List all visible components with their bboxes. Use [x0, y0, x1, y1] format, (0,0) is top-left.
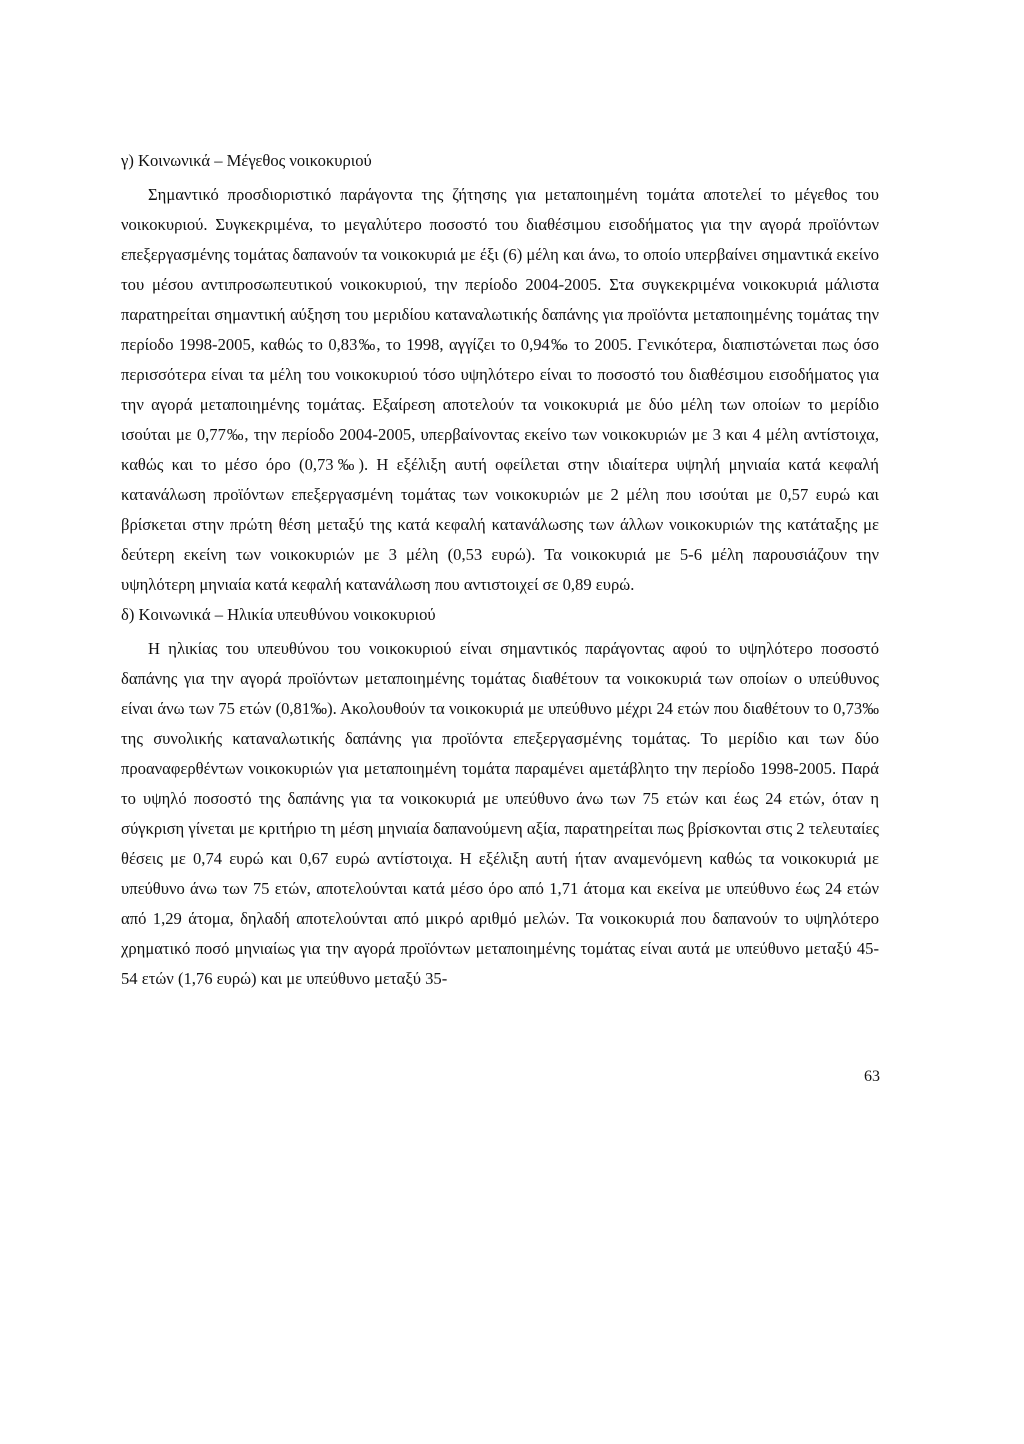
page-number: 63 [864, 1068, 880, 1085]
section-d-heading: δ) Κοινωνικά – Ηλικία υπευθύνου νοικοκυριού [121, 605, 436, 624]
section-d-paragraph: Η ηλικίας του υπευθύνου του νοικοκυριού είναι σημαντικός παράγοντας αφού το υψηλότερο ποσοστό δαπάνης για την αγορά προϊόντων μεταποιημένης τομάτας διαθέτουν τα νοικοκυριά των οποίων ο υπεύθυνος είναι άνω των 75 ετών (0,81‰). Ακολουθούν τα νοικοκυριά με υπεύθυνο μέχρι 24 ετών που διαθέτουν το 0,73‰ της συνολικής καταναλωτικής δαπάνης για προϊόντα επεξεργασμένης τομάτας. Το μερίδιο και των δύο προαναφερθέντων νοικοκυριών για μεταποιημένη τομάτα παραμένει αμετάβλητο την περίοδο 1998-2005. Παρά το υψηλό ποσοστό της δαπάνης για τα νοικοκυριά με υπεύθυνο άνω των 75 ετών και έως 24 ετών, όταν η σύγκριση γίνεται με κριτήριο τη μέση μηνιαία δαπανούμενη αξία, παρατηρείται πως βρίσκονται στις 2 τελευταίες θέσεις με 0,74 ευρώ και 0,67 ευρώ αντίστοιχα. Η εξέλιξη αυτή ήταν αναμενόμενη καθώς τα νοικοκυριά με υπεύθυνο άνω των 75 ετών, αποτελούνται κατά μέσο όρο από 1,71 άτομα και εκείνα με υπεύθυνο έως 24 ετών από 1,29 άτομα, δηλαδή αποτελούνται από μικρό αριθμό μελών. Τα νοικοκυριά που δαπανούν το υψηλότερο χρηματικό ποσό μηνιαίως για την αγορά προϊόντων μεταποιημένης τομάτας είναι αυτά με υπεύθυνο μεταξύ 45-54 ετών (1,76 ευρώ) και με υπεύθυνο μεταξύ 35- [121, 639, 879, 988]
section-c-paragraph: Σημαντικό προσδιοριστικό παράγοντα της ζήτησης για μεταποιημένη τομάτα αποτελεί το μέγεθος του νοικοκυριού. Συγκεκριμένα, το μεγαλύτερο ποσοστό του διαθέσιμου εισοδήματος για την αγορά προϊόντων επεξεργασμένης τομάτας δαπανούν τα νοικοκυριά με έξι (6) μέλη και άνω, το οποίο υπερβαίνει σημαντικά εκείνο του μέσου αντιπροσωπευτικού νοικοκυριού, την περίοδο 2004-2005. Στα συγκεκριμένα νοικοκυριά μάλιστα παρατηρείται σημαντική αύξηση του μεριδίου καταναλωτικής δαπάνης για προϊόντα μεταποιημένης τομάτας την περίοδο 1998-2005, καθώς το 0,83‰, το 1998, αγγίζει το 0,94‰ το 2005. Γενικότερα, διαπιστώνεται πως όσο περισσότερα είναι τα μέλη του νοικοκυριού τόσο υψηλότερο είναι το ποσοστό του διαθέσιμου εισοδήματος για την αγορά μεταποιημένης τομάτας. Εξαίρεση αποτελούν τα νοικοκυριά με δύο μέλη των οποίων το μερίδιο ισούται με 0,77‰, την περίοδο 2004-2005, υπερβαίνοντας εκείνο των νοικοκυριών με 3 και 4 μέλη αντίστοιχα, καθώς και το μέσο όρο (0,73‰). Η εξέλιξη αυτή οφείλεται στην ιδιαίτερα υψηλή μηνιαία κατά κεφαλή κατανάλωση προϊόντων επεξεργασμένη τομάτας των νοικοκυριών με 2 μέλη που ισούται με 0,57 ευρώ και βρίσκεται στην πρώτη θέση μεταξύ της κατά κεφαλή κατανάλωσης των άλλων νοικοκυριών της κατάταξης με δεύτερη εκείνη των νοικοκυριών με 3 μέλη (0,53 ευρώ). Τα νοικοκυριά με 5-6 μέλη παρουσιάζουν την υψηλότερη μηνιαία κατά κεφαλή κατανάλωση που αντιστοιχεί σε 0,89 ευρώ. [121, 185, 879, 594]
section-c-heading: γ) Κοινωνικά – Μέγεθος νοικοκυριού [121, 151, 372, 170]
page-body [121, 146, 879, 994]
